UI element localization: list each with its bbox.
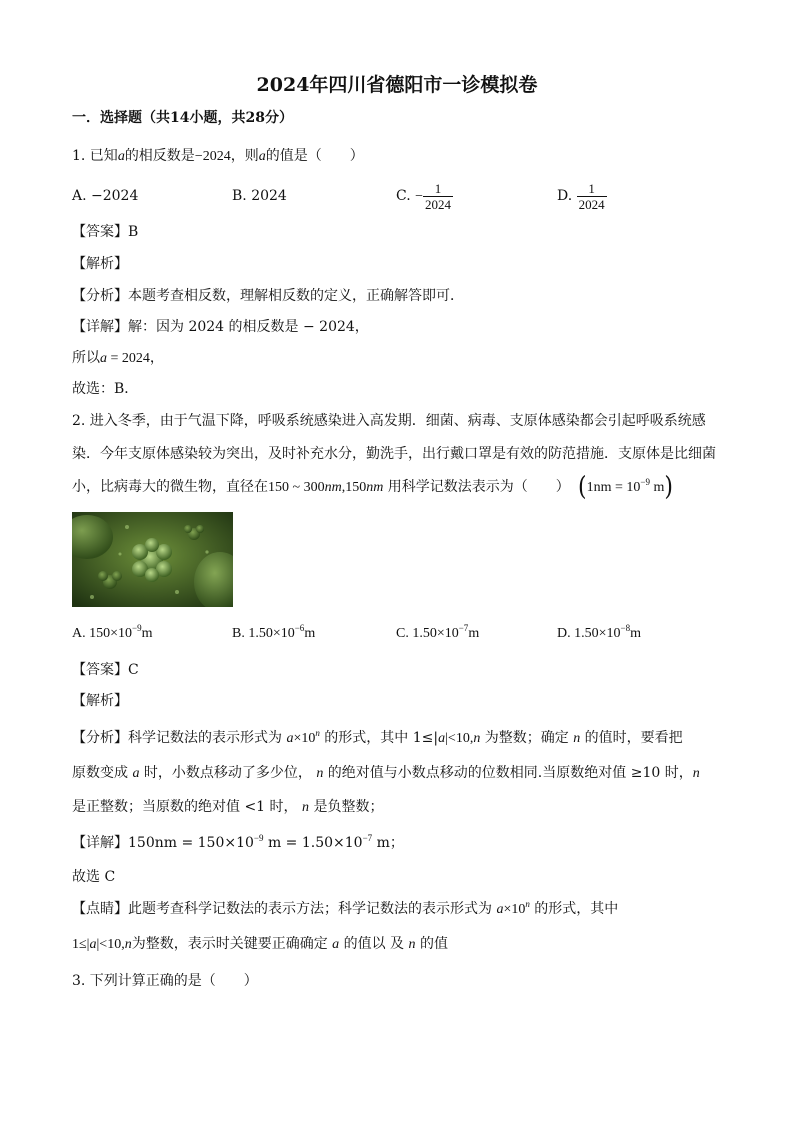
q2-jiexi: 【解析】 <box>72 693 128 709</box>
microbe-illustration <box>72 512 233 607</box>
q1-xiangjie: 【详解】解：因为 2024 的相反数是 − 2024， <box>72 319 369 335</box>
section-heading: 一．选择题（共14小题，共28分） <box>72 110 293 126</box>
q1-suoyi: 所以a = 2024， <box>72 350 164 366</box>
q1-option-c: C. − $\frac{1}{2024}$ <box>396 180 452 212</box>
q2-guxuan: 故选 C <box>72 869 116 885</box>
q2-fenxi-line-1: 【分析】科学记数法的表示形式为 $a\times 10^n$ 的形式，其中 1≤|a|<10,n 为整数；确定 n 的值时，要看把 <box>72 728 683 746</box>
q1-option-a: A. −2024 <box>72 188 139 204</box>
q1-fenxi: 【分析】本题考查相反数，理解相反数的定义，正确解答即可． <box>72 288 464 304</box>
question-2-line-1: 2. 进入冬季，由于气温下降，呼吸系统感染进入高发期．细菌、病毒、支原体感染都会引起呼吸系统感 <box>72 413 706 429</box>
q2-dianjing-line-2: 1≤|a|<10,n为整数，表示时关键要正确确定 a 的值以 及 n 的值 <box>72 936 448 952</box>
microbe-image <box>72 512 233 607</box>
question-2-line-3: 小，比病毒大的微生物，直径在150 ~ 300nm,150nm 用科学记数法表示为（ ） <box>72 479 570 495</box>
q2-option-c: C. $1.50\times 10^{-7}m$ <box>396 623 480 641</box>
question-2-line-2: 染．今年支原体感染较为突出，及时补充水分，勤洗手，出行戴口罩是有效的防范措施．支原体是比细菌 <box>72 446 716 462</box>
q2-fenxi-line-2: 原数变成 a 时，小数点移动了多少位， n 的绝对值与小数点移动的位数相同.当原数绝对值 ≥10 时，n <box>72 765 700 781</box>
q1-answer: 【答案】B <box>72 224 139 240</box>
q2-dianjing-line-1: 【点睛】此题考查科学记数法的表示方法；科学记数法的表示形式为 $a\times 10^n$ 的形式，其中 <box>72 899 619 917</box>
q1-jiexi: 【解析】 <box>72 256 128 272</box>
page-title: 2024年四川省德阳市一诊模拟卷 <box>256 74 538 96</box>
unit-note: ($1nm = 10^{-9}$ m) <box>578 472 673 503</box>
q2-xiangjie: 【详解】$150nm = 150\times 10^{-9}$ $m = 1.50\times 10^{-7}$ m； <box>72 833 404 851</box>
q2-option-b: B. $1.50\times 10^{-6}m$ <box>232 623 316 641</box>
q2-option-a: A. $150\times 10^{-9}m$ <box>72 623 153 641</box>
q2-answer: 【答案】C <box>72 662 139 678</box>
question-1-stem: 1. 已知a的相反数是−2024，则a的值是（ ） <box>72 148 364 164</box>
q2-fenxi-line-3: 是正整数；当原数的绝对值 <1 时， n 是负整数； <box>72 799 384 815</box>
q2-option-d: D. $1.50\times 10^{-8}m$ <box>557 623 641 641</box>
q1-guxuan: 故选：B． <box>72 381 139 397</box>
q1-option-d: D. $\frac{1}{2024}$ <box>557 180 605 212</box>
q1-option-b: B. 2024 <box>232 188 287 204</box>
question-3-stem: 3. 下列计算正确的是（ ） <box>72 973 258 989</box>
